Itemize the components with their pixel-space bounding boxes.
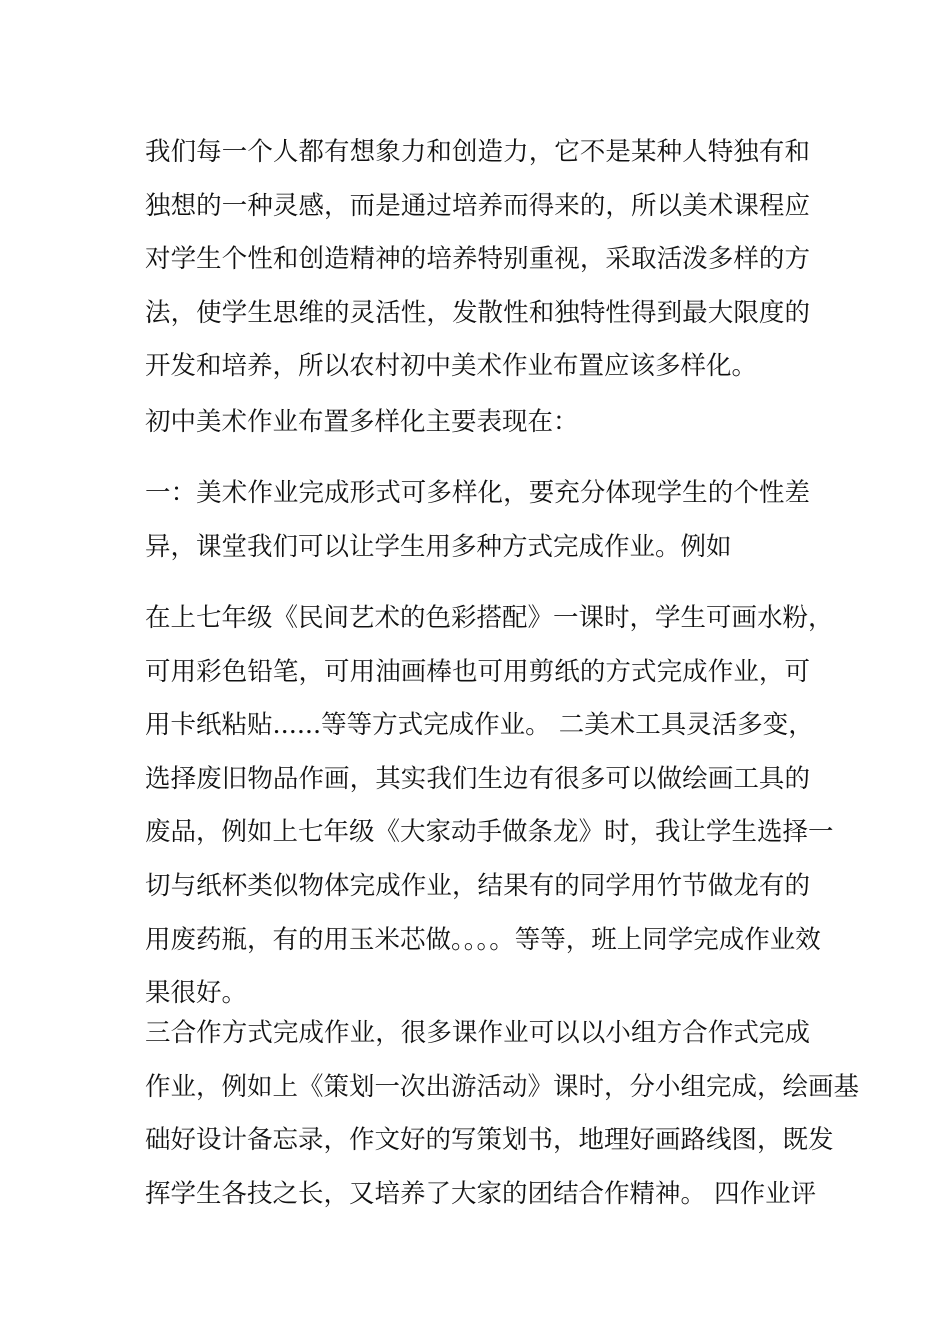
text-line: 法，使学生思维的灵活性，发散性和独特性得到最大限度的: [145, 297, 810, 328]
text-line: 废品，例如上七年级《大家动手做条龙》时，我让学生选择一: [145, 817, 834, 848]
text-line: 可用彩色铅笔，可用油画棒也可用剪纸的方式完成作业，可: [145, 656, 810, 687]
text-line: 选择废旧物品作画，其实我们生边有很多可以做绘画工具的: [145, 763, 810, 794]
text-line: 异，课堂我们可以让学生用多种方式完成作业。例如: [145, 531, 732, 562]
text-line: 果很好。: [145, 978, 248, 1009]
text-line: 开发和培养，所以农村初中美术作业布置应该多样化。: [145, 351, 758, 382]
text-line: 在上七年级《民间艺术的色彩搭配》一课时，学生可画水粉，: [145, 603, 834, 633]
text-line: 用废药瓶，有的用玉米芯做。。。。等等，班上同学完成作业效: [145, 924, 821, 955]
text-line: 对学生个性和创造精神的培养特别重视，采取活泼多样的方: [145, 244, 810, 275]
text-line: 切与纸杯类似物体完成作业，结果有的同学用竹节做龙有的: [145, 870, 810, 901]
paragraph-item-one: [145, 467, 810, 574]
text-line: 独想的一种灵感，而是通过培养而得来的，所以美术课程应: [145, 190, 810, 221]
paragraph-example: [145, 592, 834, 1021]
paragraph-heading: [145, 396, 810, 450]
text-line: 作业，例如上《策划一次出游活动》课时，分小组完成，绘画基: [145, 1071, 860, 1102]
paragraph-intro: [145, 126, 810, 394]
text-line: 三合作方式完成作业，很多课作业可以以小组方合作式完成: [145, 1018, 810, 1048]
text-line: 础好设计备忘录，作文好的写策划书，地理好画路线图，既发: [145, 1125, 834, 1156]
text-line: 用卡纸粘贴......等等方式完成作业。 二美术工具灵活多变，: [145, 710, 814, 741]
paragraph-item-three: [145, 1007, 860, 1221]
text-line: 我们每一个人都有想象力和创造力，它不是某种人特独有和: [145, 137, 810, 167]
text-line: 一：美术作业完成形式可多样化，要充分体现学生的个性差: [145, 478, 810, 508]
text-line: 初中美术作业布置多样化主要表现在：: [145, 407, 579, 437]
text-line: 挥学生各技之长，又培养了大家的团结合作精神。 四作业评: [145, 1178, 817, 1209]
